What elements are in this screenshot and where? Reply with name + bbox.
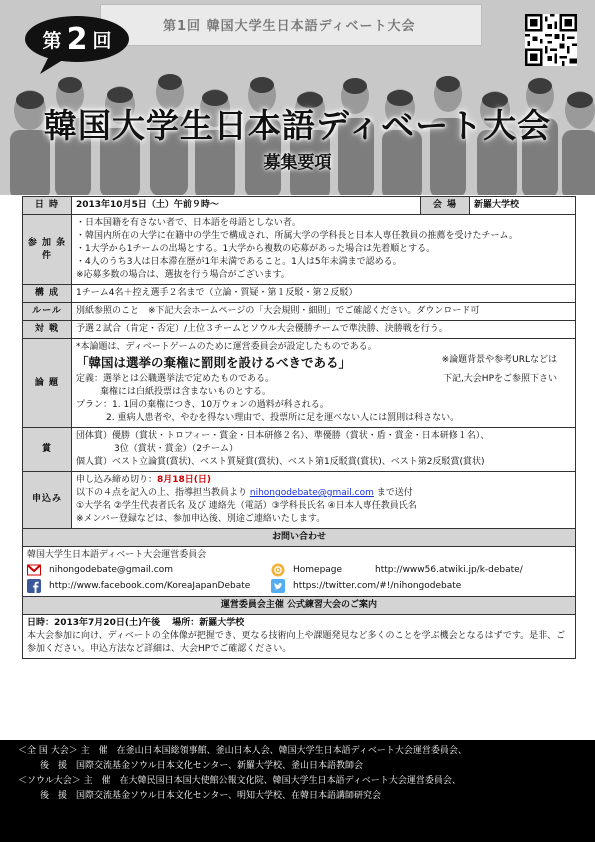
facebook-link[interactable]: http://www.facebook.com/KoreaJapanDebate	[49, 580, 251, 591]
footer	[0, 740, 595, 842]
condition-line: ・韓国内所在の大学に在籍中の学生で構成され、所属大学の学科長と日本人専任教員の推薦を受けたチーム。	[76, 231, 518, 242]
date-value: 2013年10月5日（土）午前９時～	[72, 197, 421, 215]
application-label: 申込み	[23, 471, 72, 528]
topic-definition-1: 定義：選挙とは公職選挙法で定めたものである。	[76, 373, 275, 384]
contact-email[interactable]: nihongodebate@gmail.com	[49, 564, 173, 575]
footer-national-organizers: ＜全 国 大会＞ 主 催 在釜山日本国総領事館、釜山日本人会、韓国大学生日本語ディベート大会運営委員会、	[18, 746, 467, 756]
conditions-row	[23, 215, 576, 285]
deadline-prefix: 申し込み締め切り：	[76, 474, 158, 485]
application-content	[72, 471, 576, 528]
topic-plan-2: 2. 重病人患者や、やむを得ない理由で、投票所に足を運べない人には罰則は科さない。	[106, 412, 460, 423]
topic-theme: 「韓国は選挙の棄権に罰則を設けるべきである」	[76, 355, 352, 371]
contact-org: 韓国大学生日本語ディベート大会運営委員会	[27, 550, 207, 561]
venue-value: 新羅大学校	[470, 197, 576, 215]
prizes-label: 賞	[23, 427, 72, 471]
practice-heading: 運営委員会主催 公式練習大会のご案内	[23, 597, 576, 615]
matches-value: 予選２試合（肯定・否定）/上位３チームとソウル大会優勝チームで準決勝、決勝戦を行う。	[72, 321, 576, 339]
application-note: ※メンバー登録などは、参加申込後、別途ご連絡いたします。	[76, 514, 326, 525]
send-prefix: 以下の４点を記入の上、指導担当教員より	[76, 487, 250, 498]
topic-note-1: ※論題背景や参考URLなどは	[441, 355, 557, 366]
event-banner-text: 第1回 韓国大学生日本語ディベート大会	[163, 19, 416, 34]
composition-value: 1チーム4名＋控え選手２名まで（立論・質疑・第１反駁・第２反駁）	[72, 285, 576, 303]
condition-line: ・日本国籍を有さない者で、日本語を母語としない者。	[76, 218, 301, 229]
event-banner	[100, 4, 482, 46]
prize-individual-line: 個人賞）ベスト立論賞(賞状)、ベスト質疑賞(賞状)、ベスト第1反駁賞(賞状)、ベスト第2反駁賞(賞状)	[76, 456, 485, 467]
practice-heading-row	[23, 597, 576, 615]
header-photo	[0, 0, 595, 195]
twitter-icon	[271, 579, 285, 593]
page-subtitle: 募集要項	[263, 153, 332, 173]
footer-national-sponsors: 後 援 国際交流基金ソウル日本文化センター、新羅大学校、釜山日本語教師会	[40, 761, 364, 771]
round-suffix: 回	[92, 29, 112, 52]
qr-code-icon[interactable]	[525, 14, 577, 66]
application-email-link[interactable]: nihongodebate@gmail.com	[249, 487, 374, 498]
contact-row	[23, 547, 576, 597]
rules-value: 別紙参照のこと ※下記大会ホームページの「大会規則・細則」でご確認ください。ダウンロード可	[72, 303, 576, 321]
composition-row	[23, 285, 576, 303]
application-row	[23, 471, 576, 528]
matches-label: 対 戦	[23, 321, 72, 339]
contact-heading-row	[23, 529, 576, 547]
round-prefix: 第	[42, 29, 62, 52]
footer-seoul-organizers: ＜ソウル大会＞ 主 催 在大韓民国日本国大使館公報文化院、韓国大学生日本語ディベート大会運営委員会、	[18, 776, 461, 786]
application-items: ①大学名 ②学生代表者氏名 及び 連絡先（電話）③学科長氏名 ④日本人専任教員氏名	[76, 501, 417, 512]
prize-third-line: 3位（賞状・賞金）（2チーム）	[114, 443, 238, 454]
facebook-icon	[27, 579, 41, 593]
practice-content	[23, 615, 576, 659]
practice-date: 日時：2013年7月20日(土)午後 場所：新羅大学校	[27, 618, 245, 629]
homepage-icon	[271, 563, 285, 577]
contact-heading: お問い合わせ	[23, 529, 576, 547]
date-label: 日 時	[23, 197, 72, 215]
round-number: 2	[66, 21, 88, 57]
prizes-content	[72, 427, 576, 471]
schedule-row	[23, 197, 576, 215]
rules-label: ルール	[23, 303, 72, 321]
topic-label: 論 題	[23, 339, 72, 427]
practice-description: 本大会参加に向け、ディベートの全体像が把握でき、更なる技術向上や課題発見など多くのことを学ぶ機会となるはずです。是非、ご参加ください。申込方法など詳細は、大会HPでご確認ください。	[27, 631, 566, 655]
condition-line: ※応募多数の場合は、選抜を行う場合がございます。	[76, 270, 290, 281]
practice-row	[23, 615, 576, 659]
info-table	[22, 196, 576, 659]
homepage-link[interactable]: http://www56.atwiki.jp/k-debate/	[375, 564, 523, 575]
condition-line: ・4人のうち3人は日本滞在歴が1年未満であること。1人は5年未満まで認める。	[76, 257, 402, 268]
topic-note-2: 下記,大会HPをご参照下さい	[442, 373, 557, 384]
gmail-icon	[27, 563, 41, 577]
send-suffix: まで送付	[373, 487, 413, 498]
topic-definition-2: 棄権には白紙投票は含まないものとする。	[100, 386, 272, 397]
conditions-content	[72, 215, 576, 285]
composition-label: 構 成	[23, 285, 72, 303]
matches-row	[23, 321, 576, 339]
prize-team-line: 団体賞）優勝（賞状・トロフィー・賞金・日本研修２名）、準優勝（賞状・盾・賞金・日本研修１名）、	[76, 430, 490, 441]
topic-intro: *本論題は、ディベートゲームのために運営委員会が設定したものである。	[76, 342, 377, 353]
homepage-label: Homepage	[293, 564, 343, 575]
round-badge	[22, 14, 132, 76]
footer-seoul-sponsors: 後 援 国際交流基金ソウル日本文化センター、明知大学校、在韓日本語講師研究会	[40, 791, 382, 801]
page-title: 韓国大学生日本語ディベート大会	[43, 106, 552, 145]
prizes-row	[23, 427, 576, 471]
topic-content	[72, 339, 576, 427]
contact-content	[23, 547, 576, 597]
topic-plan-1: プラン：1. 1回の棄権につき、10万ウォンの過料が科される。	[76, 399, 329, 410]
venue-label: 会 場	[421, 197, 470, 215]
topic-row	[23, 339, 576, 427]
twitter-link[interactable]: https://twitter.com/#!/nihongodebate	[293, 580, 462, 591]
condition-line: ・1大学から1チームの出場とする。1大学から複数の応募があった場合は先着順とする。	[76, 244, 436, 255]
rules-row	[23, 303, 576, 321]
deadline-date: 8月18日(日)	[157, 474, 212, 485]
conditions-label: 参 加 条 件	[23, 215, 72, 285]
